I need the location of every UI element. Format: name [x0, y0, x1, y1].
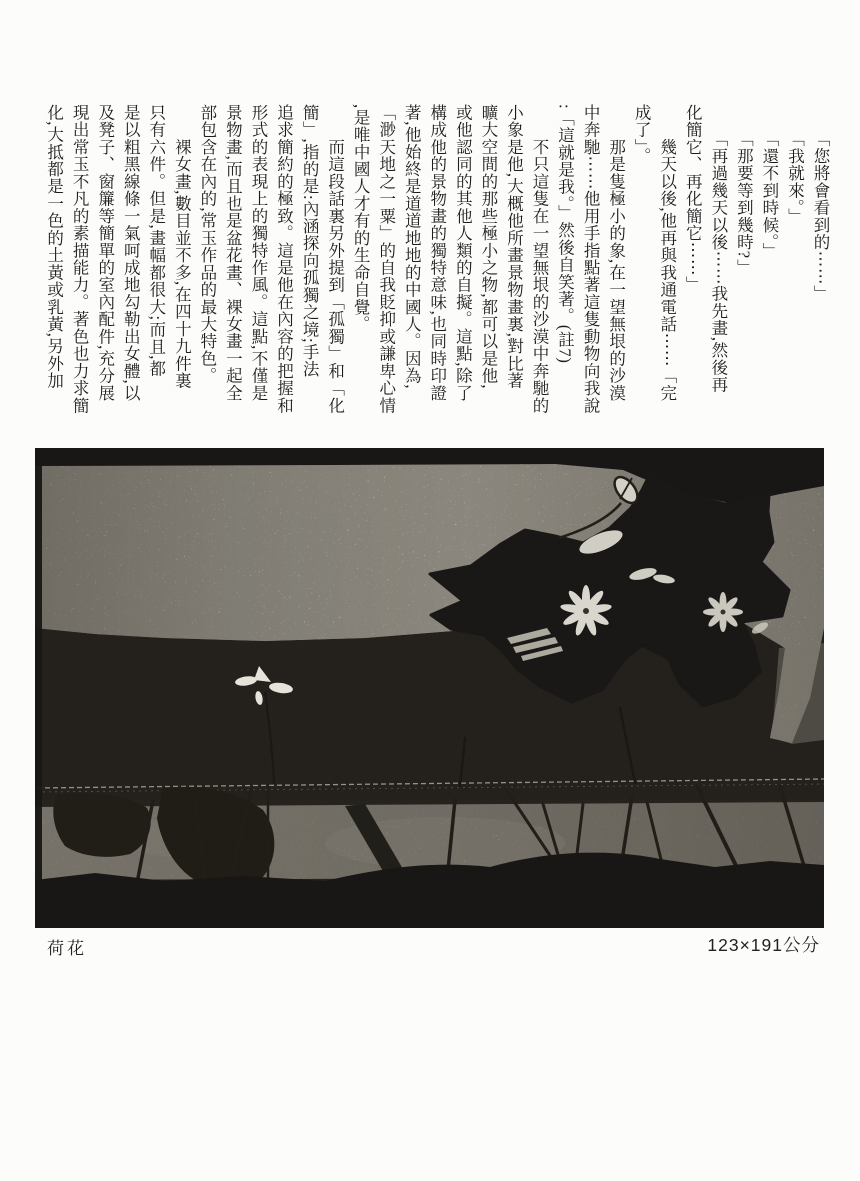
- text-column-16: 構成他的景物畫的獨特意味,也同時印證: [427, 104, 447, 402]
- text-column-9: 那是隻極小的象,在一望無垠的沙漠: [606, 104, 626, 402]
- text-column-3: 「還不到時候。」: [759, 104, 779, 260]
- text-column-30: 現出常玉不凡的素描能力。著色也力求簡: [70, 104, 90, 414]
- text-column-2: 「我就來。」: [785, 104, 805, 226]
- text-column-10: 中奔馳⋯⋯他用手指點著這隻動物向我說: [581, 104, 601, 414]
- text-column-20: 而這段話裏另外提到「孤獨」和「化: [325, 104, 345, 414]
- text-column-1: 「您將會看到的⋯⋯」: [811, 104, 830, 303]
- figure-caption-dimensions: 123×191公分: [707, 935, 820, 955]
- text-column-4: 「那要等到幾時?」: [734, 104, 754, 276]
- painting-figure: [35, 448, 824, 928]
- text-column-11: :「這就是我。」然後自笑著。(註7): [555, 104, 575, 364]
- article-text: [41, 104, 833, 418]
- text-column-29: 及凳子、窗簾等簡單的室內配件,充分展: [95, 104, 115, 402]
- text-column-31: 化,大抵都是一色的土黃或乳黃,另外加: [44, 104, 64, 390]
- text-column-5: 「再過幾天以後⋯⋯我先畫,然後再: [708, 104, 728, 394]
- text-column-27: 只有六件。但是,畫幅都很大;而且,都: [146, 104, 166, 378]
- text-column-6: 化簡它、再化簡它⋯⋯」: [683, 104, 703, 294]
- text-column-23: 形式的表現上的獨特作風。這點,不僅是: [248, 104, 268, 402]
- text-column-26: 裸女畫,數目並不多,在四十九件裏: [172, 104, 192, 390]
- text-column-18: 「渺天地之一粟」的自我貶抑或謙卑心情: [376, 104, 396, 414]
- figure-caption-title: 荷花: [47, 939, 87, 958]
- text-column-14: 曠大空間的那些極小之物,都可以是他,: [478, 104, 498, 390]
- text-column-25: 部包含在內的,常玉作品的最大特色。: [197, 104, 217, 385]
- text-column-8: 成了」。: [632, 104, 652, 165]
- lotus-painting-image: [35, 448, 824, 928]
- scan-grain: [35, 448, 824, 928]
- text-column-13: 小象是他,大概他所畫景物畫裏,對比著: [504, 104, 524, 390]
- text-column-21: 簡」,指的是:內涵探向孤獨之境;手法: [300, 104, 320, 378]
- text-column-28: 是以粗黑線條一氣呵成地勾勒出女體,以: [121, 104, 141, 402]
- text-column-15: 或他認同的其他人類的自擬。這點,除了: [453, 104, 473, 402]
- text-column-12: 不只這隻在一望無垠的沙漠中奔馳的: [529, 104, 549, 414]
- text-column-22: 追求簡約的極致。這是他在內容的把握和: [274, 104, 294, 414]
- text-column-17: 著,他始終是道道地地的中國人。因為,: [402, 104, 422, 390]
- text-column-7: 幾天以後,他再與我通電話⋯⋯「完: [657, 104, 677, 402]
- text-column-19: ,是唯中國人才有的生命自覺。: [351, 104, 371, 333]
- text-column-24: 景物畫,而且也是盆花畫、裸女畫一起全: [223, 104, 243, 402]
